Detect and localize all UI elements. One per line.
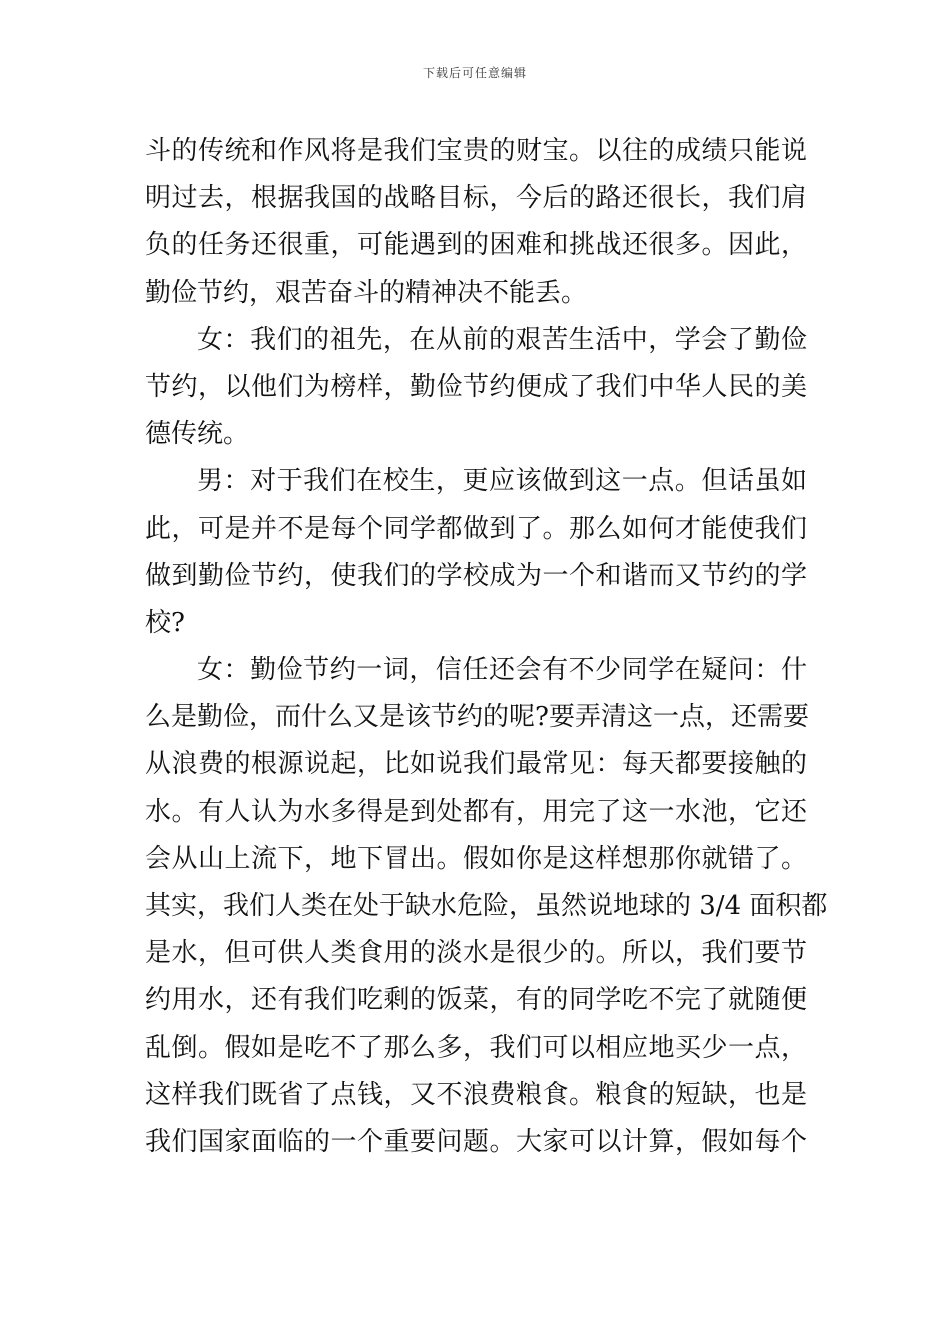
- document-body: [145, 128, 828, 1166]
- text-line: 德传统。: [145, 419, 250, 450]
- page-header: 下载后可任意编辑: [422, 66, 527, 80]
- text-line: 是水，但可供人类食用的淡水是很少的。所以，我们要节: [145, 938, 807, 969]
- text-line: 明过去，根据我国的战略目标，今后的路还很长，我们肩: [145, 183, 807, 214]
- text-line: 水。有人认为水多得是到处都有，用完了这一水池，它还: [145, 796, 807, 827]
- text-line: 从浪费的根源说起，比如说我们最常见：每天都要接触的: [145, 749, 807, 780]
- text-line: 斗的传统和作风将是我们宝贵的财宝。以往的成绩只能说: [145, 136, 807, 166]
- text-line: 勤俭节约，艰苦奋斗的精神决不能丢。: [145, 277, 588, 308]
- text-line: 么是勤俭，而什么又是该节约的呢?要弄清这一点，还需要: [145, 702, 809, 733]
- text-line: 节约，以他们为榜样，勤俭节约便成了我们中华人民的美: [145, 371, 807, 402]
- text-line: 女：我们的祖先，在从前的艰苦生活中，学会了勤俭: [197, 324, 807, 355]
- text-line: 男：对于我们在校生，更应该做到这一点。但话虽如: [197, 466, 807, 497]
- text-line: 此，可是并不是每个同学都做到了。那么如何才能使我们: [145, 513, 807, 544]
- text-line: 校?: [145, 607, 185, 638]
- text-line: 约用水，还有我们吃剩的饭菜，有的同学吃不完了就随便: [145, 985, 807, 1016]
- text-line: 会从山上流下，地下冒出。假如你是这样想那你就错了。: [145, 843, 807, 874]
- text-line: 我们国家面临的一个重要问题。大家可以计算，假如每个: [145, 1126, 807, 1157]
- text-line: 女：勤俭节约一词，信任还会有不少同学在疑问：什: [197, 655, 807, 686]
- text-line: 负的任务还很重，可能遇到的困难和挑战还很多。因此，: [145, 230, 807, 261]
- text-line: 其实，我们人类在处于缺水危险，虽然说地球的 3/4 面积都: [145, 891, 828, 921]
- text-line: 乱倒。假如是吃不了那么多，我们可以相应地买少一点，: [145, 1032, 807, 1063]
- text-line: 做到勤俭节约，使我们的学校成为一个和谐而又节约的学: [145, 560, 807, 591]
- text-line: 这样我们既省了点钱，又不浪费粮食。粮食的短缺，也是: [145, 1079, 807, 1110]
